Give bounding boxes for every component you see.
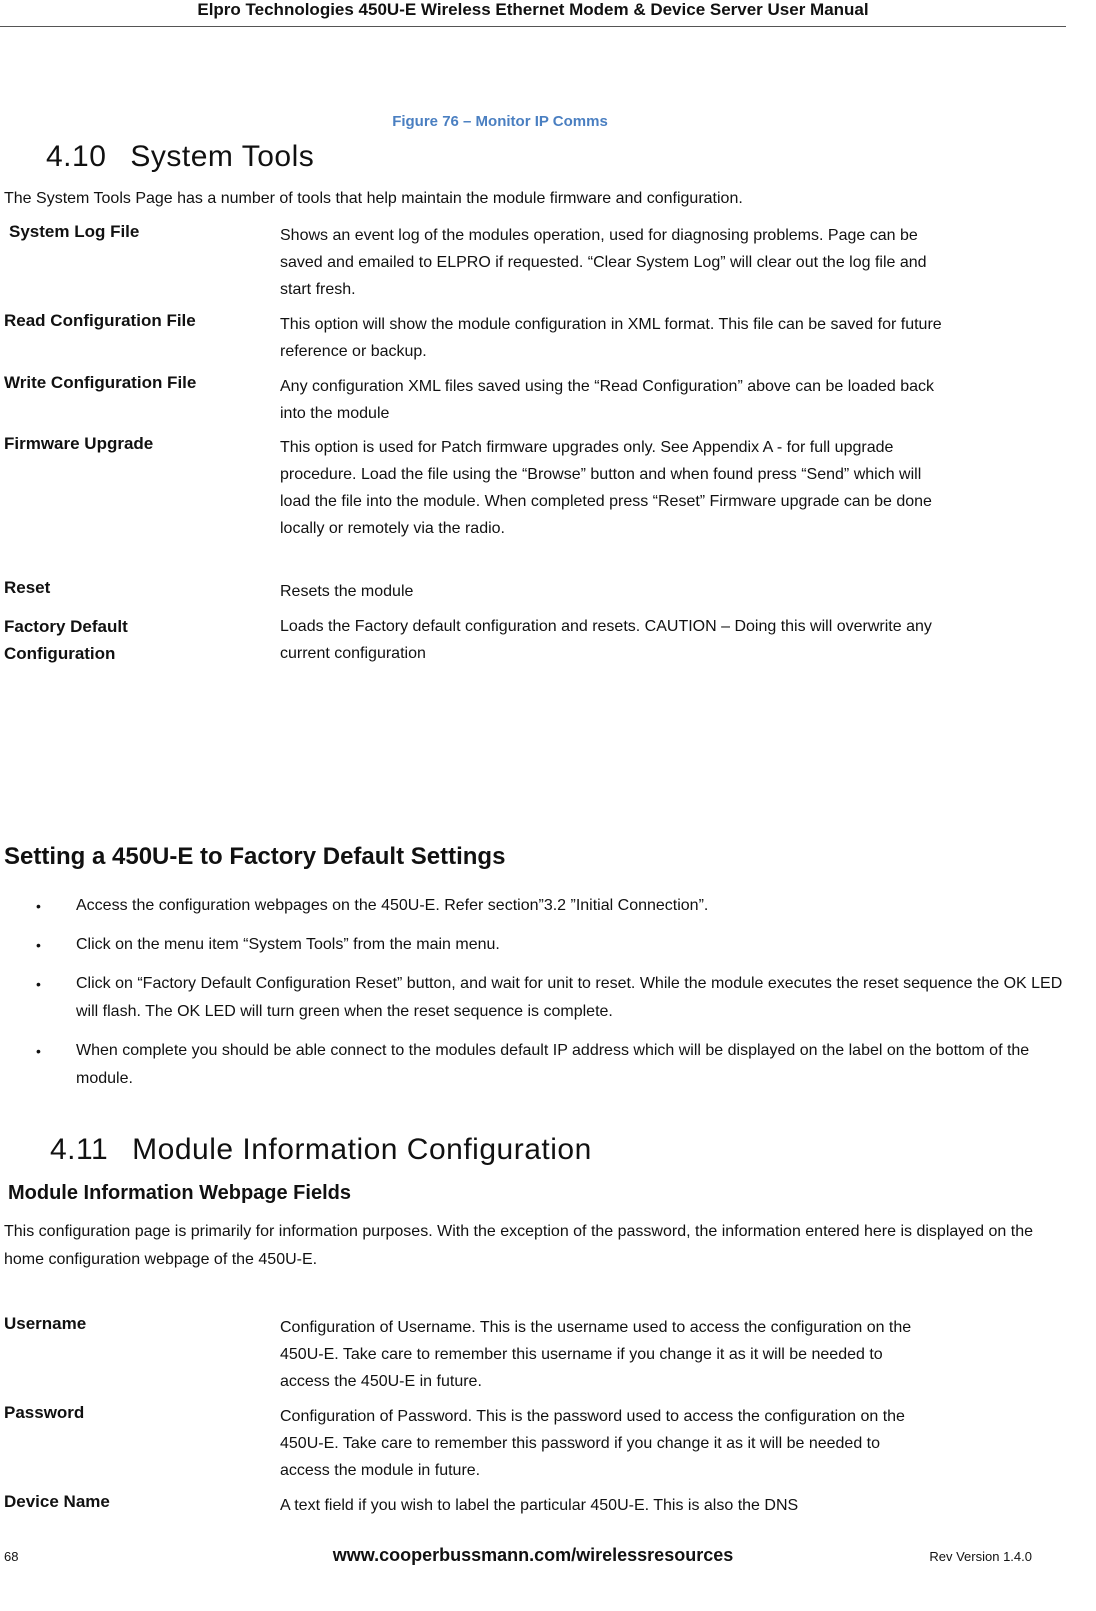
- field-row: [4, 1492, 964, 1522]
- tool-desc: Any configuration XML files saved using the “Read Configuration” above can be loaded back into the module: [280, 378, 935, 422]
- section-number: 4.11: [50, 1133, 109, 1166]
- list-item-text: Click on “Factory Default Configuration Reset” button, and wait for unit to reset. While the module executes the reset sequence the OK LED will flash. The OK LED will turn green when the reset sequence is complete.: [76, 975, 1063, 1020]
- tool-term: Factory Default Configuration: [4, 617, 128, 663]
- revision-version: Rev Version 1.4.0: [929, 1549, 1032, 1564]
- field-term: Username: [4, 1314, 87, 1333]
- list-item-text: Access the configuration webpages on the 450U-E. Refer section”3.2 ”Initial Connection”.: [76, 897, 709, 914]
- tool-desc: Resets the module: [280, 583, 414, 600]
- bullet-icon: •: [36, 898, 41, 914]
- list-item: [36, 1037, 1066, 1093]
- tool-row: [4, 222, 964, 311]
- module-fields-list: [4, 1314, 964, 1522]
- factory-default-steps: [36, 892, 1066, 1104]
- bullet-icon: •: [36, 976, 41, 992]
- field-term: Device Name: [4, 1492, 110, 1511]
- tool-row: [4, 613, 964, 673]
- tool-row: [4, 578, 964, 613]
- field-row: [4, 1314, 964, 1403]
- section-title: Module Information Configuration: [132, 1133, 592, 1166]
- tool-row: [4, 434, 964, 578]
- section-heading-4-10: [46, 140, 314, 174]
- tool-row: [4, 311, 964, 373]
- tool-term: Reset: [4, 578, 51, 597]
- footer-url: www.cooperbussmann.com/wirelessresources: [332, 1545, 734, 1565]
- list-item: [36, 892, 1066, 920]
- module-info-paragraph: This configuration page is primarily for information purposes. With the exception of the password, the information entered here is displayed on the home configuration webpage of the 450U-E.: [4, 1223, 1033, 1268]
- page-header: [0, 0, 1066, 27]
- field-desc: A text field if you wish to label the particular 450U-E. This is also the DNS: [280, 1497, 799, 1514]
- list-item-text: When complete you should be able connect to the modules default IP address which will be displayed on the label on the bottom of the module.: [76, 1042, 1030, 1087]
- tool-desc: This option will show the module configuration in XML format. This file can be saved for future reference or backup.: [280, 316, 942, 360]
- section-title: System Tools: [130, 140, 315, 173]
- field-desc: Configuration of Password. This is the password used to access the configuration on the 450U-E. Take care to remember this password if you change it as it will be needed to access the module in future.: [280, 1408, 905, 1479]
- subheading-webpage-fields: Module Information Webpage Fields: [8, 1182, 351, 1204]
- tool-term: Write Configuration File: [4, 373, 197, 392]
- tool-row: [4, 373, 964, 434]
- figure-caption: Figure 76 – Monitor IP Comms: [392, 113, 608, 130]
- page-footer: [0, 1545, 1066, 1569]
- list-item-text: Click on the menu item “System Tools” from the main menu.: [76, 936, 500, 953]
- field-term: Password: [4, 1403, 85, 1422]
- field-row: [4, 1403, 964, 1492]
- list-item: [36, 970, 1066, 1026]
- page-number: 68: [4, 1549, 19, 1564]
- tool-desc: Loads the Factory default configuration and resets. CAUTION – Doing this will overwrite any current configuration: [280, 618, 932, 662]
- system-tools-list: [4, 222, 964, 673]
- header-title: Elpro Technologies 450U-E Wireless Ethernet Modem & Device Server User Manual: [197, 0, 869, 19]
- tool-term: System Log File: [9, 222, 140, 241]
- bullet-icon: •: [36, 937, 41, 953]
- tool-desc: Shows an event log of the modules operation, used for diagnosing problems. Page can be saved and emailed to ELPRO if requested. “Clear System Log” will clear out the log file and start fresh.: [280, 227, 927, 298]
- section-number: 4.10: [46, 140, 107, 173]
- field-desc: Configuration of Username. This is the username used to access the configuration on the 450U-E. Take care to remember this username if you change it as it will be needed to access the 450U-E in future.: [280, 1319, 912, 1390]
- factory-default-heading: Setting a 450U-E to Factory Default Settings: [4, 843, 506, 870]
- bullet-icon: •: [36, 1043, 41, 1059]
- list-item: [36, 931, 1066, 959]
- tool-desc: This option is used for Patch firmware upgrades only. See Appendix A - for full upgrade procedure. Load the file using the “Browse” button and when found press “Send” which will load the file into the module. When completed press “Reset” Firmware upgrade can be done locally or remotely via the radio.: [280, 439, 932, 537]
- intro-paragraph: The System Tools Page has a number of tools that help maintain the module firmware and configuration.: [4, 190, 743, 207]
- section-heading-4-11: [50, 1133, 592, 1167]
- tool-term: Read Configuration File: [4, 311, 196, 330]
- tool-term: Firmware Upgrade: [4, 434, 154, 453]
